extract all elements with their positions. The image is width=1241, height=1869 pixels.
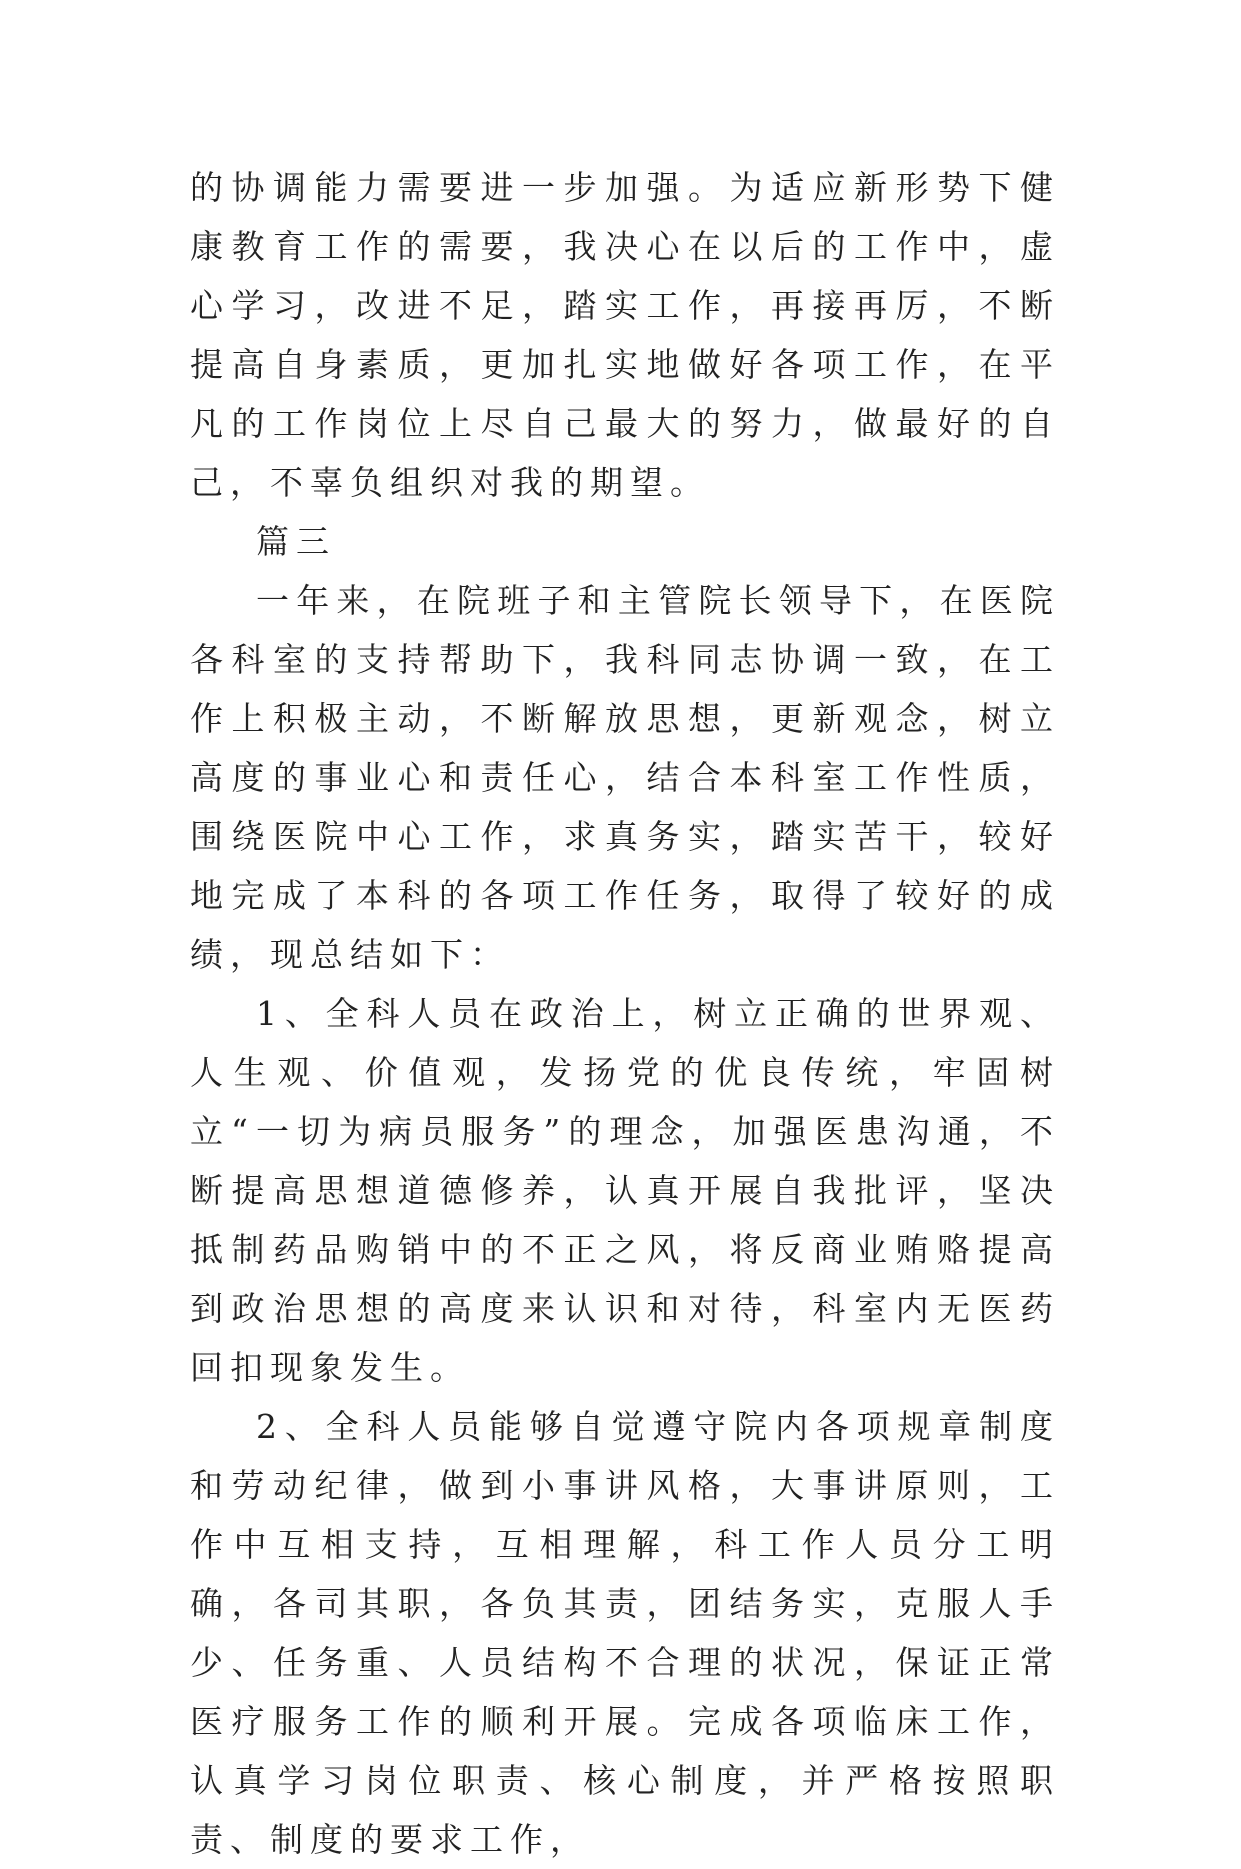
- paragraph-item-2: 2、全科人员能够自觉遵守院内各项规章制度和劳动纪律，做到小事讲风格，大事讲原则，工作中互相支持，互相理解，科工作人员分工明确，各司其职，各负其责，团结务实，克服人手少、任务重、人员结构不合理的状况，保证正常医疗服务工作的顺利开展。完成各项临床工作，认真学习岗位职责、核心制度，并严格按照职责、制度的要求工作，: [190, 1407, 1060, 1859]
- document-body: [190, 158, 1060, 1869]
- paragraph-continuation: 的协调能力需要进一步加强。为适应新形势下健康教育工作的需要，我决心在以后的工作中，虚心学习，改进不足，踏实工作，再接再厉，不断提高自身素质，更加扎实地做好各项工作，在平凡的工作岗位上尽自己最大的努力，做最好的自己，不辜负组织对我的期望。: [190, 168, 1060, 502]
- paragraph-intro: 一年来，在院班子和主管院长领导下，在医院各科室的支持帮助下，我科同志协调一致，在工作上积极主动，不断解放思想，更新观念，树立高度的事业心和责任心，结合本科室工作性质，围绕医院中心工作，求真务实，踏实苦干，较好地完成了本科的各项工作任务，取得了较好的成绩，现总结如下：: [190, 581, 1060, 974]
- section-heading: 篇三: [256, 522, 336, 561]
- paragraph-item-1: 1、全科人员在政治上，树立正确的世界观、人生观、价值观，发扬党的优良传统，牢固树立“一切为病员服务”的理念，加强医患沟通，不断提高思想道德修养，认真开展自我批评，坚决抵制药品购销中的不正之风，将反商业贿赂提高到政治思想的高度来认识和对待，科室内无医药回扣现象发生。: [190, 994, 1060, 1387]
